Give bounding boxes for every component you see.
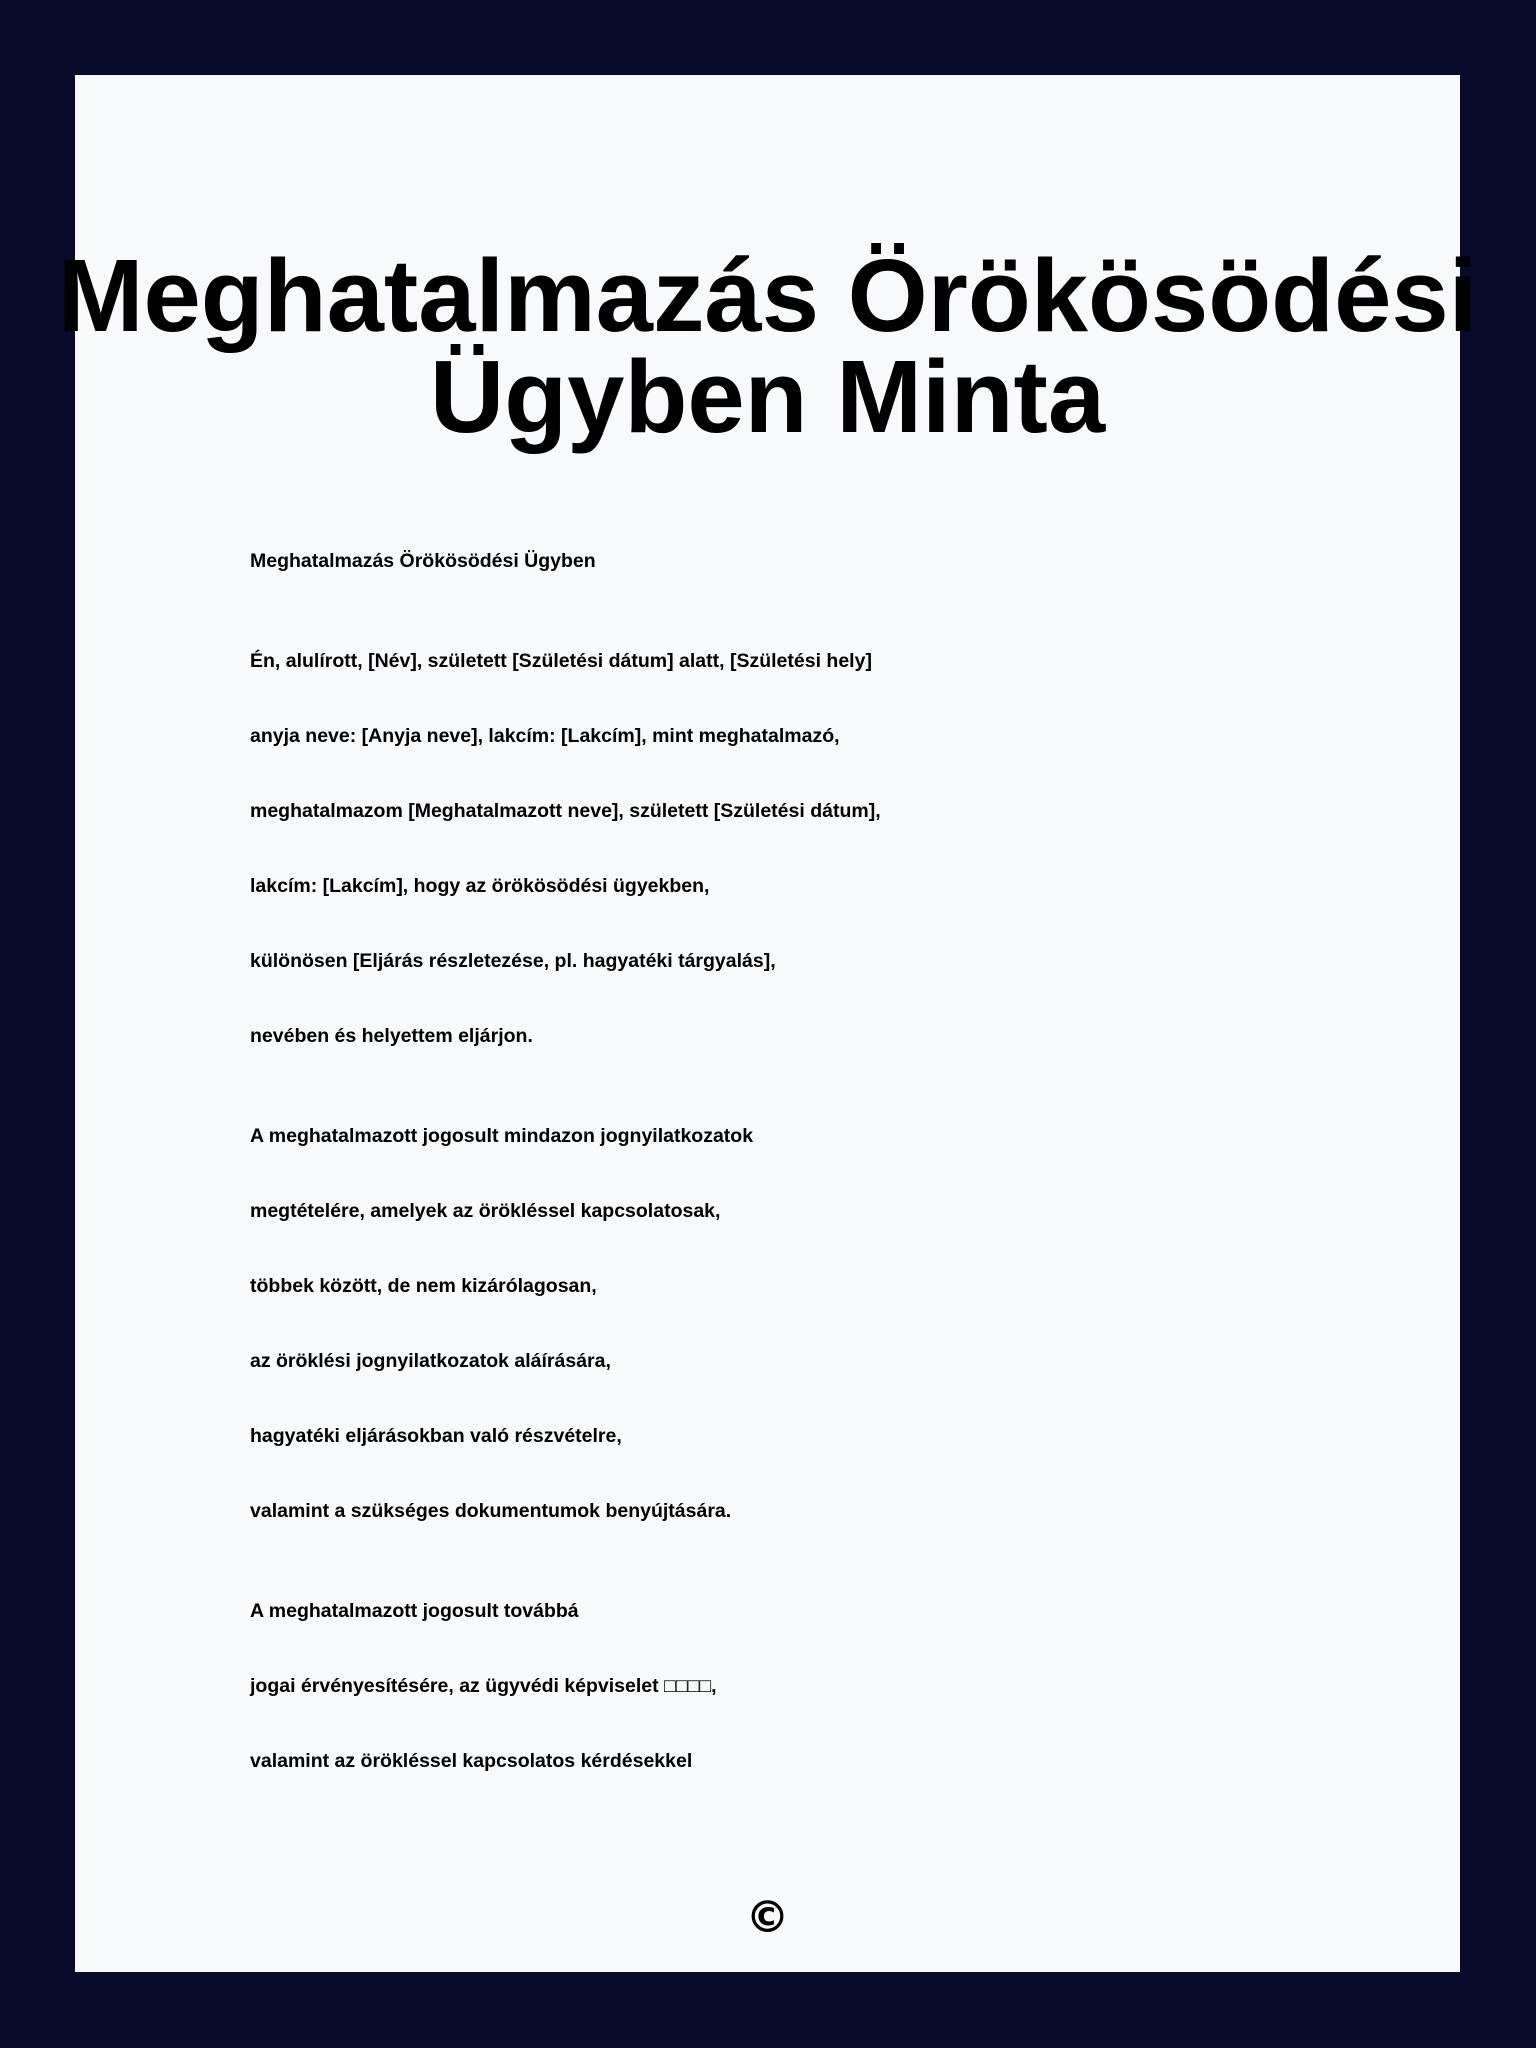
- paragraph-2-line: valamint a szükséges dokumentumok benyújtására.: [250, 1500, 732, 1522]
- subheading: Meghatalmazás Örökösödési Ügyben: [250, 550, 596, 572]
- paragraph-1-line: lakcím: [Lakcím], hogy az örökösödési ügyekben,: [250, 875, 710, 897]
- paragraph-1-line: Én, alulírott, [Név], született [Születési dátum] alatt, [Születési hely]: [250, 650, 872, 672]
- paragraph-2-line: többek között, de nem kizárólagosan,: [250, 1275, 597, 1297]
- copyright-symbol: ©: [745, 1892, 790, 1943]
- paragraph-2-line: A meghatalmazott jogosult mindazon jognyilatkozatok: [250, 1125, 754, 1147]
- paragraph-3-line: A meghatalmazott jogosult továbbá: [250, 1600, 579, 1622]
- paragraph-2-line: az öröklési jognyilatkozatok aláírására,: [250, 1350, 611, 1372]
- paragraph-1-line: nevében és helyettem eljárjon.: [250, 1025, 533, 1047]
- paragraph-2-line: hagyatéki eljárásokban való részvételre,: [250, 1425, 622, 1447]
- paragraph-1-line: meghatalmazom [Meghatalmazott neve], született [Születési dátum],: [250, 800, 881, 822]
- paragraph-1-line: anyja neve: [Anyja neve], lakcím: [Lakcím], mint meghatalmazó,: [250, 725, 840, 747]
- paragraph-3-line: valamint az örökléssel kapcsolatos kérdésekkel: [250, 1750, 693, 1772]
- paragraph-1-line: különösen [Eljárás részletezése, pl. hagyatéki tárgyalás],: [250, 950, 776, 972]
- paragraph-2-line: megtételére, amelyek az örökléssel kapcsolatosak,: [250, 1200, 721, 1222]
- title-line-2: Ügyben Minta: [429, 339, 1106, 454]
- paragraph-3-line: jogai érvényesítésére, az ügyvédi képviselet □□□□,: [250, 1675, 717, 1697]
- page-title: [55, 238, 1480, 454]
- document-page: [57, 75, 1478, 1972]
- title-line-1: Meghatalmazás Örökösödési: [57, 238, 1478, 353]
